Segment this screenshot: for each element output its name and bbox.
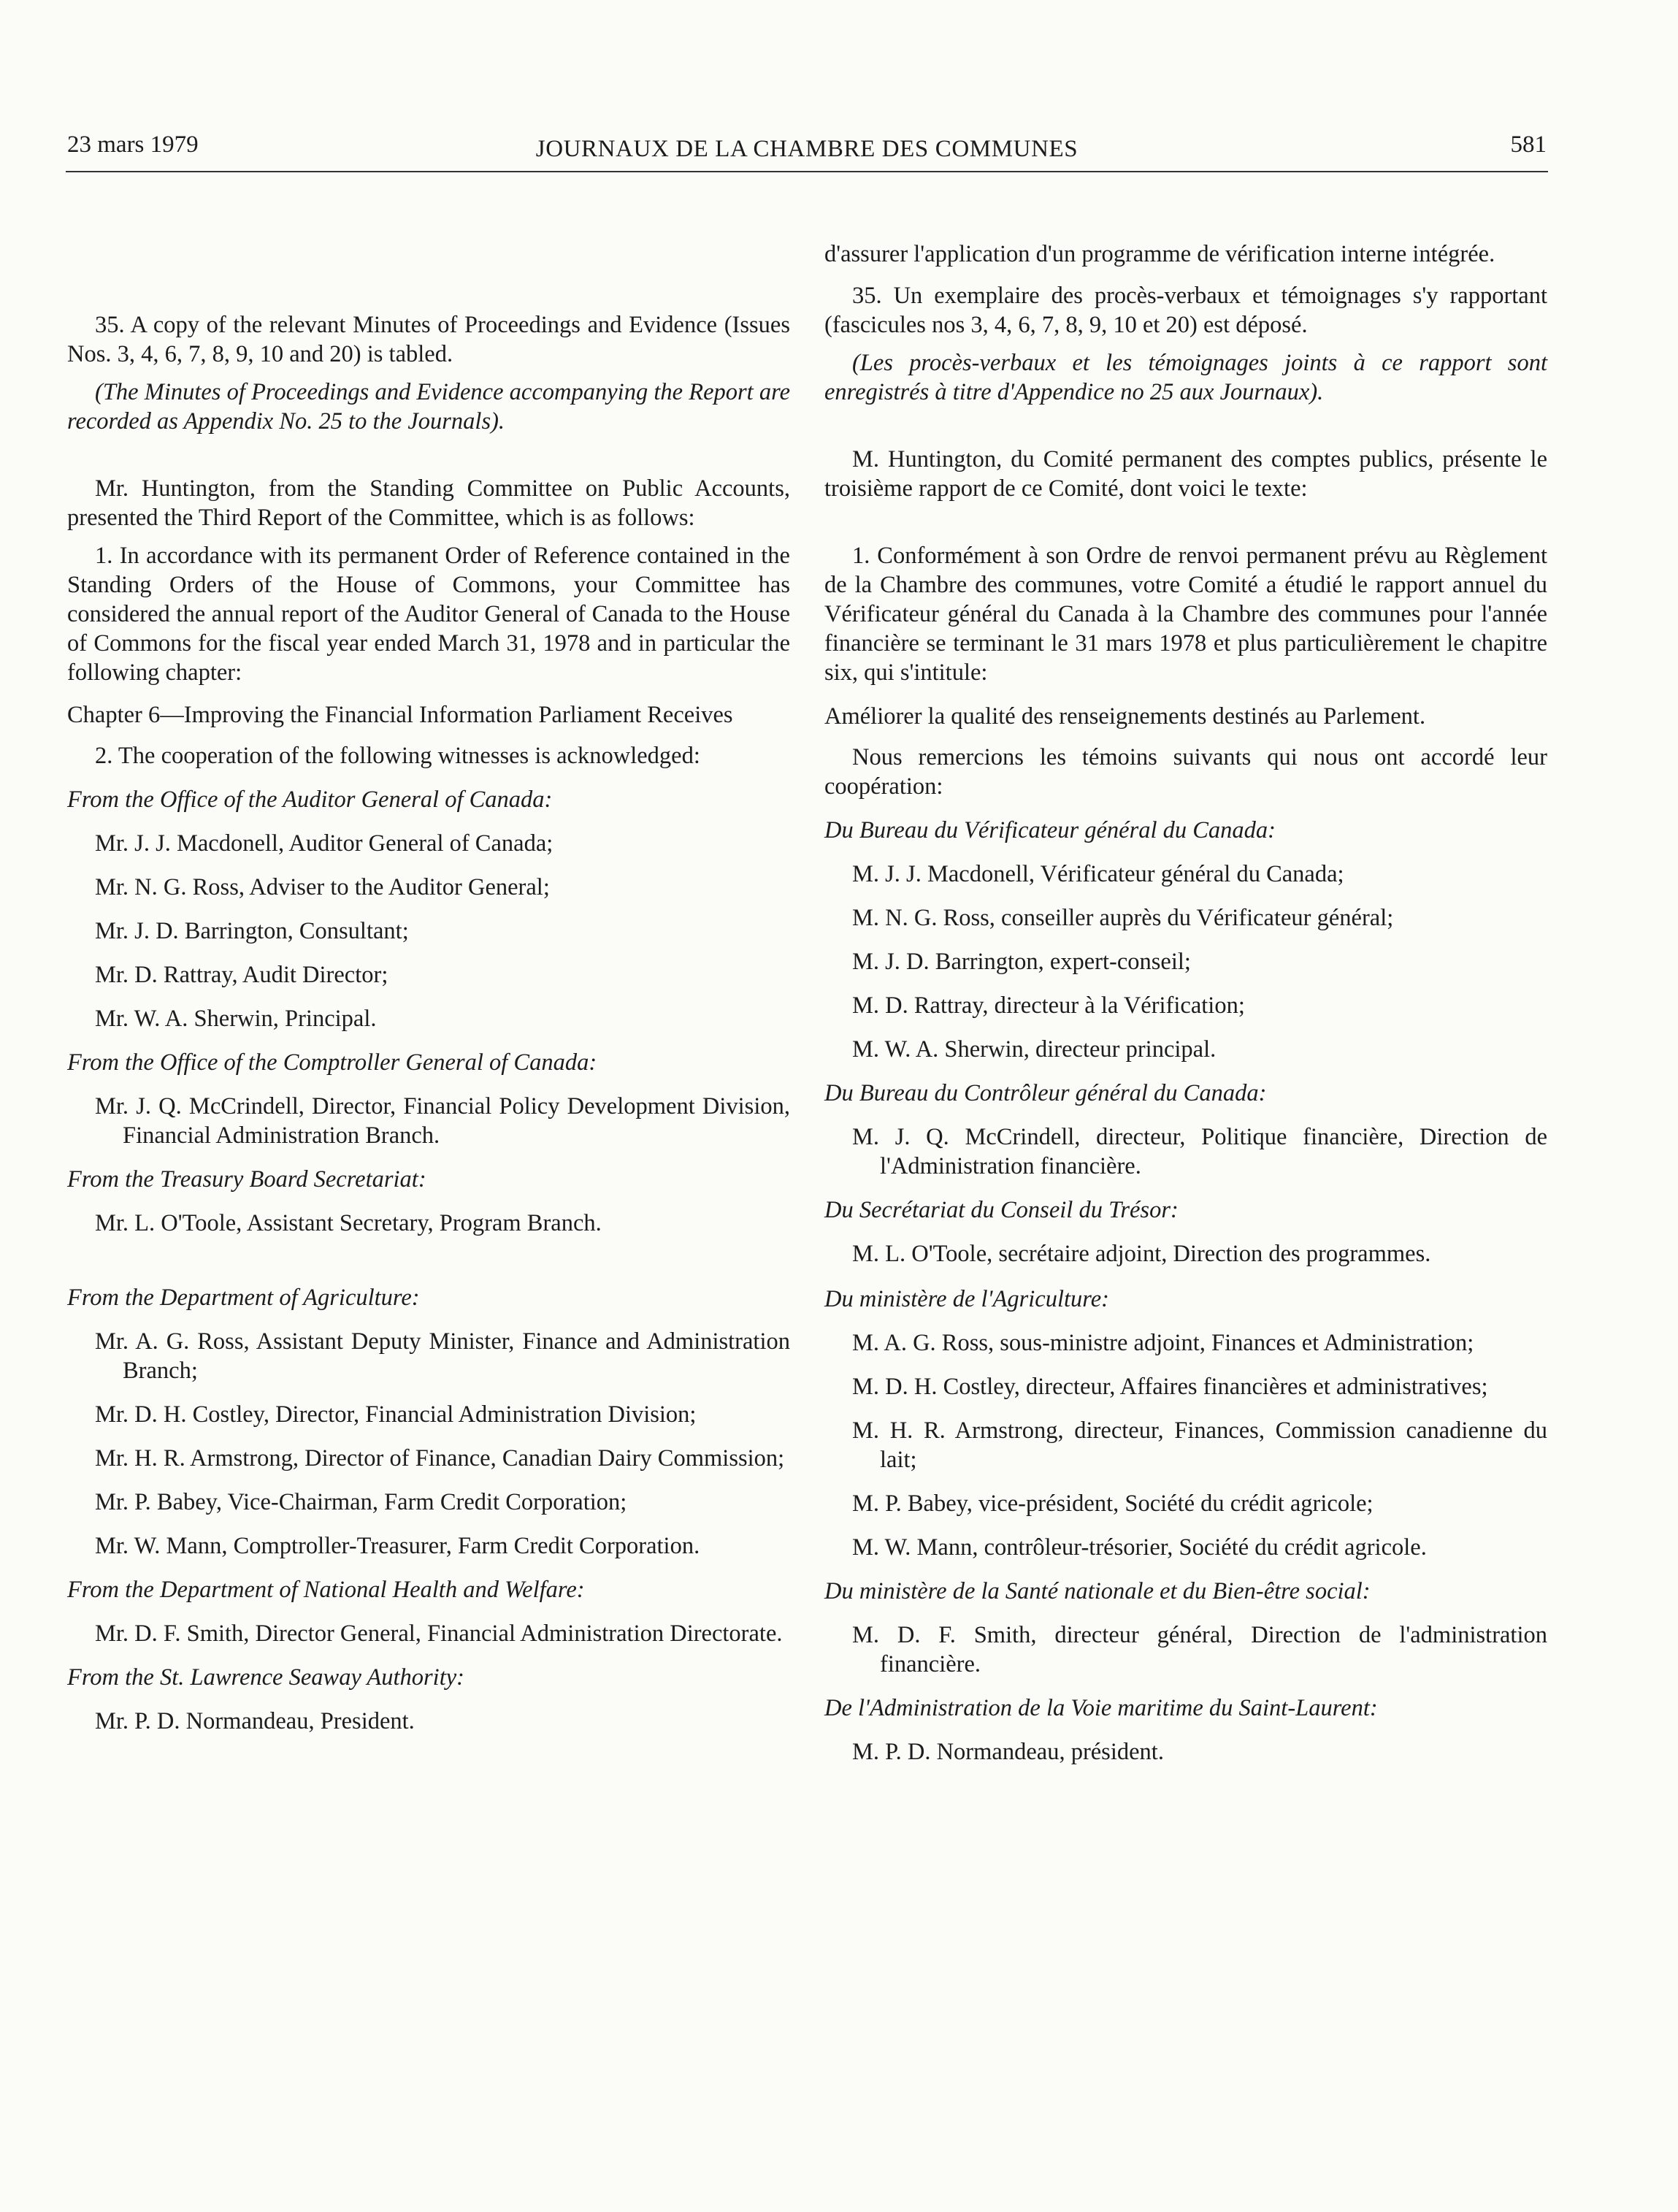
paragraph-1: 1. Conformément à son Ordre de renvoi permanent prévu au Règlement de la Chambre des communes, votre Comité a étudié le rapport annuel du Vérificateur général du Canada à la Chambre des communes pour l'année financière se terminant le 31 mars 1978 et plus particulièrement le chapitre six, qui s'intitule:	[824, 543, 1547, 686]
witness-item: Mr. A. G. Ross, Assistant Deputy Minister, Finance and Administration Branch;	[95, 1328, 790, 1384]
witness-item: Mr. J. Q. McCrindell, Director, Financial Policy Development Division, Financial Administration Branch.	[95, 1093, 790, 1149]
header-title: JOURNAUX DE LA CHAMBRE DES COMMUNES	[535, 136, 1079, 162]
appendix-note: (Les procès-verbaux et les témoignages joints à ce rapport sont enregistrés à titre d'Appendice no 25 aux Journaux).	[824, 350, 1547, 405]
paragraph-2: Nous remercions les témoins suivants qui nous ont accordé leur coopération:	[824, 744, 1547, 800]
heading-treasury-board: Du Secrétariat du Conseil du Trésor:	[824, 1197, 1179, 1223]
english-column	[67, 240, 790, 1736]
chapter-title: Améliorer la qualité des renseignements destinés au Parlement.	[824, 703, 1426, 730]
witness-item: Mr. L. O'Toole, Assistant Secretary, Program Branch.	[95, 1210, 602, 1236]
header-date: 23 mars 1979	[67, 131, 199, 158]
witness-item: Mr. H. R. Armstrong, Director of Finance, Canadian Dairy Commission;	[95, 1445, 785, 1472]
witness-item: Mr. N. G. Ross, Adviser to the Auditor General;	[95, 874, 550, 900]
witness-item: Mr. D. Rattray, Audit Director;	[95, 962, 388, 988]
chapter-title: Chapter 6—Improving the Financial Information Parliament Receives	[67, 702, 733, 728]
heading-comptroller-general: From the Office of the Comptroller General of Canada:	[67, 1049, 597, 1076]
witness-item: M. W. A. Sherwin, directeur principal.	[852, 1036, 1217, 1063]
witness-item: Mr. J. D. Barrington, Consultant;	[95, 918, 409, 944]
heading-seaway-authority: De l'Administration de la Voie maritime du Saint-Laurent:	[824, 1695, 1378, 1721]
heading-treasury-board: From the Treasury Board Secretariat:	[67, 1166, 426, 1193]
heading-health-welfare: From the Department of National Health and Welfare:	[67, 1577, 585, 1603]
page-number: 581	[1510, 131, 1547, 158]
report-intro: Mr. Huntington, from the Standing Committee on Public Accounts, presented the Third Report of the Committee, which is as follows:	[67, 475, 790, 531]
witness-item: M. D. Rattray, directeur à la Vérification;	[852, 992, 1245, 1019]
witness-item: Mr. W. A. Sherwin, Principal.	[95, 1006, 377, 1032]
witness-item: M. J. D. Barrington, expert-conseil;	[852, 949, 1191, 975]
witness-item: M. H. R. Armstrong, directeur, Finances, Commission canadienne du lait;	[852, 1417, 1547, 1473]
heading-health-welfare: Du ministère de la Santé nationale et du Bien-être social:	[824, 1578, 1371, 1604]
appendix-note: (The Minutes of Proceedings and Evidence accompanying the Report are recorded as Appendix No. 25 to the Journals).	[67, 379, 790, 435]
witness-item: M. W. Mann, contrôleur-trésorier, Société du crédit agricole.	[852, 1534, 1427, 1561]
witness-item: M. P. Babey, vice-président, Société du crédit agricole;	[852, 1490, 1374, 1517]
witness-item: M. A. G. Ross, sous-ministre adjoint, Finances et Administration;	[852, 1330, 1474, 1356]
paragraph-2: 2. The cooperation of the following witnesses is acknowledged:	[95, 743, 700, 769]
french-column	[824, 240, 1547, 1767]
paragraph-35: 35. A copy of the relevant Minutes of Proceedings and Evidence (Issues Nos. 3, 4, 6, 7, 8, 9, 10 and 20) is tabled.	[67, 312, 790, 367]
heading-auditor-general: Du Bureau du Vérificateur général du Canada:	[824, 817, 1276, 843]
heading-comptroller-general: Du Bureau du Contrôleur général du Canada:	[824, 1080, 1267, 1106]
witness-item: Mr. D. F. Smith, Director General, Financial Administration Directorate.	[95, 1620, 783, 1647]
witness-item: Mr. J. J. Macdonell, Auditor General of Canada;	[95, 830, 553, 857]
heading-auditor-general: From the Office of the Auditor General of Canada:	[67, 787, 553, 813]
witness-item: Mr. P. D. Normandeau, President.	[95, 1708, 415, 1734]
witness-item: M. L. O'Toole, secrétaire adjoint, Direction des programmes.	[852, 1241, 1431, 1267]
witness-item: M. D. H. Costley, directeur, Affaires financières et administratives;	[852, 1374, 1488, 1400]
witness-item: M. N. G. Ross, conseiller auprès du Vérificateur général;	[852, 905, 1394, 931]
page-header	[66, 130, 1548, 172]
continued-text: d'assurer l'application d'un programme de vérification interne intégrée.	[824, 241, 1495, 267]
report-intro: M. Huntington, du Comité permanent des comptes publics, présente le troisième rapport de ce Comité, dont voici le texte:	[824, 446, 1547, 502]
heading-agriculture: From the Department of Agriculture:	[67, 1285, 420, 1311]
witness-item: Mr. W. Mann, Comptroller-Treasurer, Farm Credit Corporation.	[95, 1533, 700, 1559]
witness-item: M. J. Q. McCrindell, directeur, Politique financière, Direction de l'Administration financière.	[852, 1124, 1547, 1179]
witness-item: Mr. D. H. Costley, Director, Financial Administration Division;	[95, 1401, 697, 1428]
heading-agriculture: Du ministère de l'Agriculture:	[824, 1286, 1109, 1312]
witness-item: M. P. D. Normandeau, président.	[852, 1739, 1164, 1765]
witness-item: M. J. J. Macdonell, Vérificateur général du Canada;	[852, 861, 1344, 887]
witness-item: Mr. P. Babey, Vice-Chairman, Farm Credit Corporation;	[95, 1489, 627, 1515]
heading-seaway-authority: From the St. Lawrence Seaway Authority:	[67, 1664, 464, 1691]
witness-item: M. D. F. Smith, directeur général, Direction de l'administration financière.	[852, 1622, 1547, 1677]
paragraph-1: 1. In accordance with its permanent Order of Reference contained in the Standing Orders of the House of Commons, your Committee has considered the annual report of the Auditor General of Canada to the House of Commons for the fiscal year ended March 31, 1978 and in particular the following chapter:	[67, 543, 790, 686]
paragraph-35: 35. Un exemplaire des procès-verbaux et témoignages s'y rapportant (fascicules nos 3, 4, 6, 7, 8, 9, 10 et 20) est déposé.	[824, 283, 1547, 338]
